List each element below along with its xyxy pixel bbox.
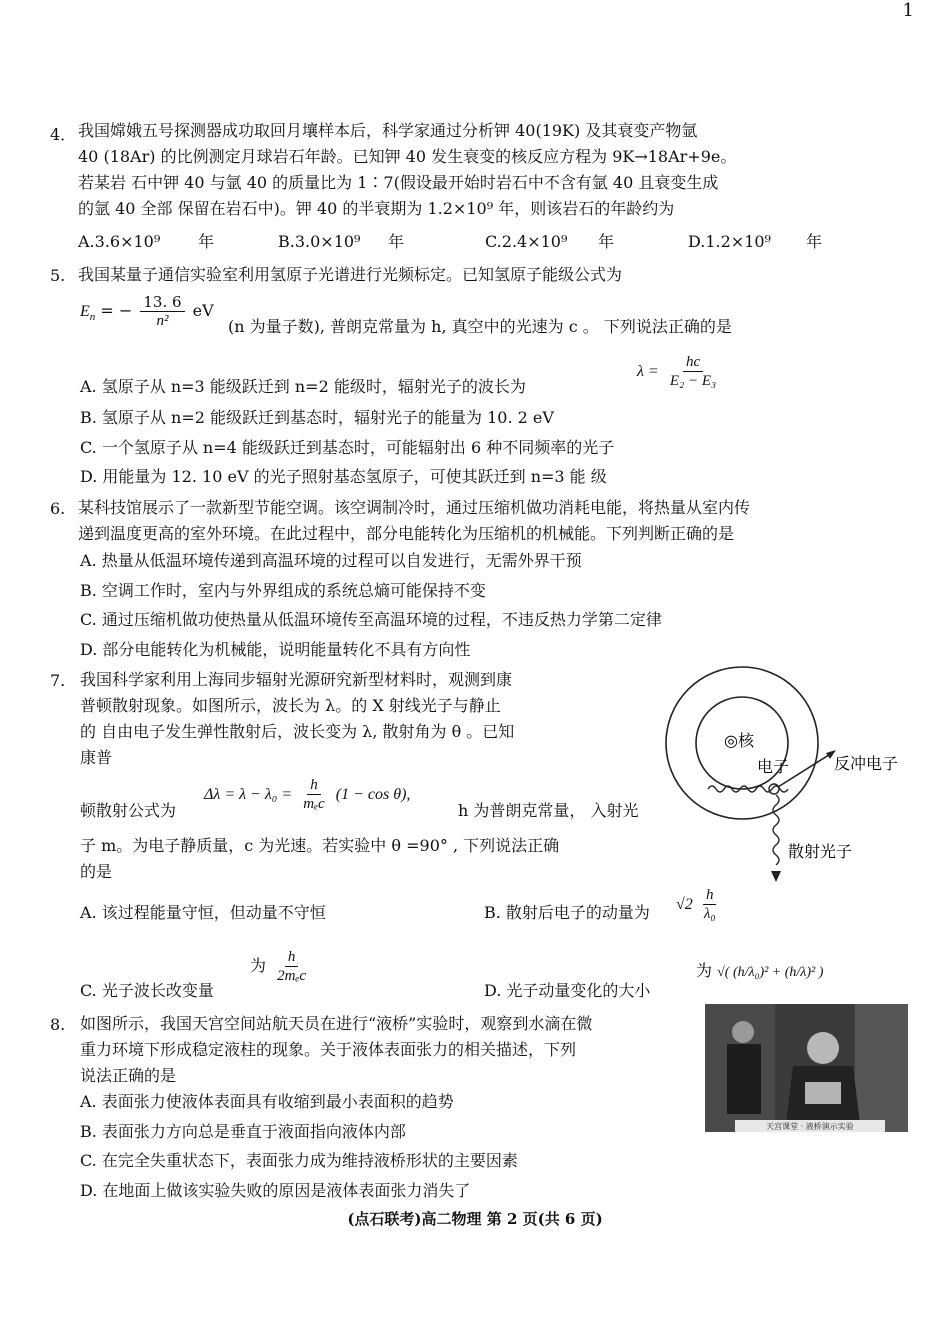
q7-opt-b-num: h xyxy=(703,886,717,905)
q7-formula-num: h xyxy=(307,776,321,795)
liquid-bridge-photo-drawing xyxy=(705,1004,908,1132)
q6-stem xyxy=(78,495,750,547)
q7-compton-formula xyxy=(204,776,410,813)
q5-option-d: D. 用能量为 12. 10 eV 的光子照射基态氢原子，可使其跃迁到 n=3 能 级 xyxy=(80,467,607,486)
q5-formula-num: 13. 6 xyxy=(140,293,184,312)
q7-opt-c-num: h xyxy=(285,948,299,967)
q6-line-1: 某科技馆展示了一款新型节能空调。该空调制冷时，通过压缩机做功消耗电能，将热量从室内传 xyxy=(78,498,751,517)
q7-opt-b-den: λ₀ xyxy=(703,906,716,922)
q5-opt-a-num: hc xyxy=(683,353,703,372)
q7-line-3: 的 自由电子发生弹性散射后，波长变为 λ, 散射角为 θ 。已知 xyxy=(80,722,515,741)
q5-formula-lhs: E xyxy=(80,303,90,320)
left-astronaut-body xyxy=(727,1044,761,1114)
scattered-photon-label: 散射光子 xyxy=(788,842,853,861)
q6-line-2: 递到温度更高的室外环境。在此过程中，部分电能转化为压缩机的机械能。下列判断正确的是 xyxy=(78,524,735,543)
q5-opt-a-den: E₂ − E₃ xyxy=(669,373,717,389)
scatter-arrowhead xyxy=(771,871,781,882)
q5-option-b: B. 氢原子从 n=2 能级跃迁到基态时，辐射光子的能量为 10. 2 eV xyxy=(80,408,554,427)
q7-line-7: 的是 xyxy=(80,862,113,881)
q4-stem xyxy=(78,118,736,222)
q5-opt-a-formula-lhs: λ = xyxy=(637,363,659,380)
scattered-photon-wave xyxy=(773,795,779,865)
page-footer: (点石联考)高二物理 第 2 页(共 6 页) xyxy=(347,1210,603,1228)
q7-option-c: C. 光子波长改变量 xyxy=(80,981,214,1000)
page-corner-mark: 1 xyxy=(902,0,914,21)
q8-line-2: 重力环境下形成稳定液柱的现象。关于液体表面张力的相关描述，下列 xyxy=(80,1040,577,1059)
q4-line-2: 40 (18Ar) 的比例测定月球岩石年龄。已知钾 40 发生衰变的核反应方程为 9K→18Ar+9e。 xyxy=(78,147,737,166)
q8-option-b: B. 表面张力方向总是垂直于液面指向液体内部 xyxy=(80,1121,406,1141)
q7-opt-b-fraction xyxy=(701,886,719,923)
liquid-bridge xyxy=(805,1082,841,1104)
q4-line-1: 我国嫦娥五号探测器成功取回月壤样本后，科学家通过分析钾 40(19K) 及其衰变产物氩 xyxy=(78,121,698,140)
q6-option-d: D. 部分电能转化为机械能，说明能量转化不具有方向性 xyxy=(80,639,471,659)
q6-options xyxy=(80,546,662,664)
q7-option-c-formula xyxy=(250,948,312,985)
q6-option-a: A. 热量从低温环境传递到高温环境的过程可以自发进行，无需外界干预 xyxy=(80,551,582,570)
q5-formula-sub: n xyxy=(89,311,96,324)
incident-photon-wave xyxy=(708,786,788,792)
q4-number: 4． xyxy=(50,125,77,144)
electron-label: 电子 xyxy=(757,757,790,776)
q5-energy-formula xyxy=(80,293,214,330)
q8-options xyxy=(80,1087,518,1205)
q7-stem-top xyxy=(80,667,514,771)
q7-option-a: A. 该过程能量守恒，但动量不守恒 xyxy=(80,903,326,922)
liquid-bridge-photo xyxy=(705,1004,908,1132)
q4-option-d: D.1.2×10⁹ xyxy=(688,232,771,251)
q8-line-3: 说法正确的是 xyxy=(80,1066,177,1085)
q7-formula-fraction xyxy=(300,776,327,813)
q7-option-b-formula xyxy=(676,886,722,923)
q5-formula-fraction xyxy=(140,293,184,330)
compton-scattering-diagram xyxy=(650,665,920,890)
q4-line-4: 的氩 40 全部 保留在岩石中)。钾 40 的半衰期为 1.2×10⁹ 年，则该岩石的年龄约为 xyxy=(78,199,675,218)
q8-option-d: D. 在地面上做该实验失败的原因是液体表面张力消失了 xyxy=(80,1180,471,1200)
q7-line-5b: h 为普朗克常量， 入射光 xyxy=(458,801,639,820)
q6-option-c: C. 通过压缩机做功使热量从低温环境传至高温环境的过程，不违反热力学第二定律 xyxy=(80,610,662,629)
q5-formula-unit: eV xyxy=(192,301,214,320)
q8-option-c: C. 在完全失重状态下，表面张力成为维持液桥形状的主要因素 xyxy=(80,1151,518,1170)
q4-option-b: B.3.0×10⁹ xyxy=(278,232,361,251)
q7-formula-lhs: Δλ = λ − λ₀ = xyxy=(204,786,293,803)
q5-line-1: 我国某量子通信实验室利用氢原子光谱进行光频标定。已知氢原子能级公式为 xyxy=(78,265,623,284)
q7-option-d-formula xyxy=(696,958,823,986)
q5-option-c: C. 一个氢原子从 n=4 能级跃迁到基态时，可能辐射出 6 种不同频率的光子 xyxy=(80,438,615,457)
q6-number: 6. xyxy=(50,499,66,518)
q7-line-6: 子 m。为电子静质量，c 为光速。若实验中 θ =90° , 下列说法正确 xyxy=(80,836,560,855)
q7-line-2: 普顿散射现象。如图所示，波长为 λ。的 X 射线光子与静止 xyxy=(80,696,501,715)
q4-option-a-unit: 年 xyxy=(198,232,215,251)
q5-opt-a-fraction xyxy=(667,353,719,390)
q8-number: 8. xyxy=(50,1015,66,1034)
q5-line-2: (n 为量子数), 普朗克常量为 h, 真空中的光速为 c 。 下列说法正确的是 xyxy=(228,317,732,336)
q7-option-b: B. 散射后电子的动量为 xyxy=(484,903,650,922)
q5-number: 5. xyxy=(50,266,66,285)
q7-formula-den: mₑc xyxy=(303,796,325,812)
q8-option-a: A. 表面张力使液体表面具有收缩到最小表面积的趋势 xyxy=(80,1092,454,1111)
q7-opt-b-radical: √2 xyxy=(676,896,693,913)
q4-option-d-unit: 年 xyxy=(806,232,823,251)
q7-option-d: D. 光子动量变化的大小 xyxy=(484,981,651,1000)
q7-line-1: 我国科学家利用上海同步辐射光源研究新型材料时，观测到康 xyxy=(80,670,513,689)
q5-formula-den: n² xyxy=(156,313,169,329)
electron-dot xyxy=(769,784,779,794)
recoil-electron-label: 反冲电子 xyxy=(834,754,899,773)
q8-line-1: 如图所示，我国天宫空间站航天员在进行“液桥”实验时，观察到水滴在微 xyxy=(80,1014,593,1033)
q7-opt-c-den: 2mₑc xyxy=(277,968,307,984)
q5-formula-eq: = − xyxy=(100,301,133,320)
q4-option-c: C.2.4×10⁹ xyxy=(485,232,568,251)
nucleus-label: ◎核 xyxy=(724,731,754,750)
photo-caption: 天宫课堂 · 液桥演示实验 xyxy=(766,1122,854,1131)
q4-option-b-unit: 年 xyxy=(388,232,405,251)
left-astronaut-head xyxy=(732,1021,754,1043)
q5-option-a-formula xyxy=(637,353,722,390)
q6-option-b: B. 空调工作时，室内与外界组成的系统总熵可能保持不变 xyxy=(80,580,486,600)
q7-line-5a: 顿散射公式为 xyxy=(80,801,177,820)
q4-option-c-unit: 年 xyxy=(598,232,615,251)
q7-opt-c-wei: 为 xyxy=(250,956,267,975)
q7-number: 7. xyxy=(50,671,66,690)
center-astronaut-head xyxy=(807,1032,839,1064)
q4-option-a: A.3.6×10⁹ xyxy=(78,232,161,251)
q7-line-4: 康普 xyxy=(80,748,113,767)
q5-option-a: A. 氢原子从 n=3 能级跃迁到 n=2 能级时，辐射光子的波长为 xyxy=(80,377,526,396)
q7-opt-c-fraction xyxy=(274,948,309,985)
q7-opt-d-wei: 为 xyxy=(696,961,713,980)
q8-stem xyxy=(80,1011,592,1089)
q4-line-3: 若某岩 石中钾 40 与氩 40 的质量比为 1∶7(假设最开始时岩石中不含有氩 40 且衰变生成 xyxy=(78,173,719,192)
q7-opt-d-expression: √( (h/λ₀)² + (h/λ)² ) xyxy=(717,965,824,980)
q7-formula-tail: (1 − cos θ), xyxy=(335,786,411,803)
